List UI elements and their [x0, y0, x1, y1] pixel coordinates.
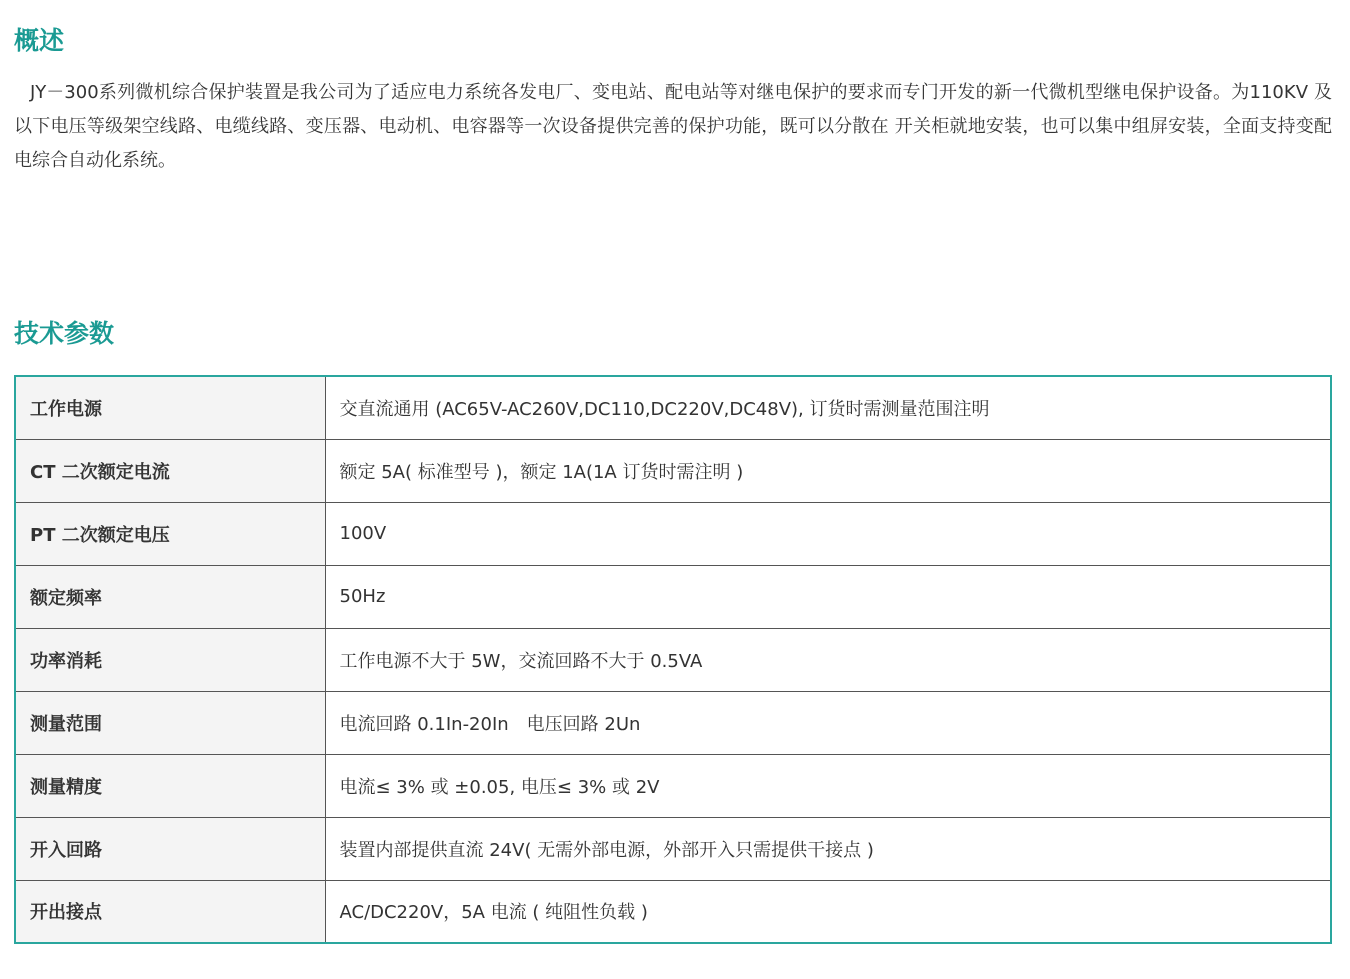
- spec-name: 工作电源: [15, 376, 325, 439]
- spec-row-measure-range: [15, 691, 1331, 754]
- spec-row-power-supply: [15, 376, 1331, 439]
- spec-name: CT 二次额定电流: [15, 439, 325, 502]
- spec-value: 额定 5A( 标准型号 )，额定 1A(1A 订货时需注明 ): [325, 439, 1331, 502]
- spec-name: 开入回路: [15, 817, 325, 880]
- specs-table: [14, 375, 1332, 944]
- overview-title: 概述: [14, 26, 65, 55]
- spec-row-pt-voltage: [15, 502, 1331, 565]
- spec-name: 测量范围: [15, 691, 325, 754]
- spec-row-binary-input: [15, 817, 1331, 880]
- spec-row-ct-current: [15, 439, 1331, 502]
- spec-name: PT 二次额定电压: [15, 502, 325, 565]
- spec-value: 50Hz: [325, 565, 1331, 628]
- spec-row-power-consumption: [15, 628, 1331, 691]
- overview-paragraph: JY－300系列微机综合保护装置是我公司为了适应电力系统各发电厂、变电站、配电站等对继电保护的要求而专门开发的新一代微机型继电保护设备。为110KV 及以下电压等级架空线路、电缆线路、变压器、电动机、电容器等一次设备提供完善的保护功能，既可以分散在 开关柜就地安装，也可以集中组屏安装，全面支持变配电综合自动化系统。: [14, 82, 1332, 171]
- spec-name: 开出接点: [15, 880, 325, 943]
- specs-title: 技术参数: [14, 319, 115, 348]
- spec-value: AC/DC220V，5A 电流 ( 纯阻性负载 ): [325, 880, 1331, 943]
- spec-name: 额定频率: [15, 565, 325, 628]
- spec-row-output-contact: [15, 880, 1331, 943]
- spec-name: 功率消耗: [15, 628, 325, 691]
- spec-row-measure-accuracy: [15, 754, 1331, 817]
- spec-name: 测量精度: [15, 754, 325, 817]
- spec-value: 工作电源不大于 5W，交流回路不大于 0.5VA: [325, 628, 1331, 691]
- spec-value: 电流回路 0.1In-20In 电压回路 2Un: [325, 691, 1331, 754]
- spec-value: 电流≤ 3% 或 ±0.05, 电压≤ 3% 或 2V: [325, 754, 1331, 817]
- spec-value: 100V: [325, 502, 1331, 565]
- spec-value: 交直流通用 (AC65V-AC260V,DC110,DC220V,DC48V), 订货时需测量范围注明: [325, 376, 1331, 439]
- spec-row-frequency: [15, 565, 1331, 628]
- spec-value: 装置内部提供直流 24V( 无需外部电源，外部开入只需提供干接点 ): [325, 817, 1331, 880]
